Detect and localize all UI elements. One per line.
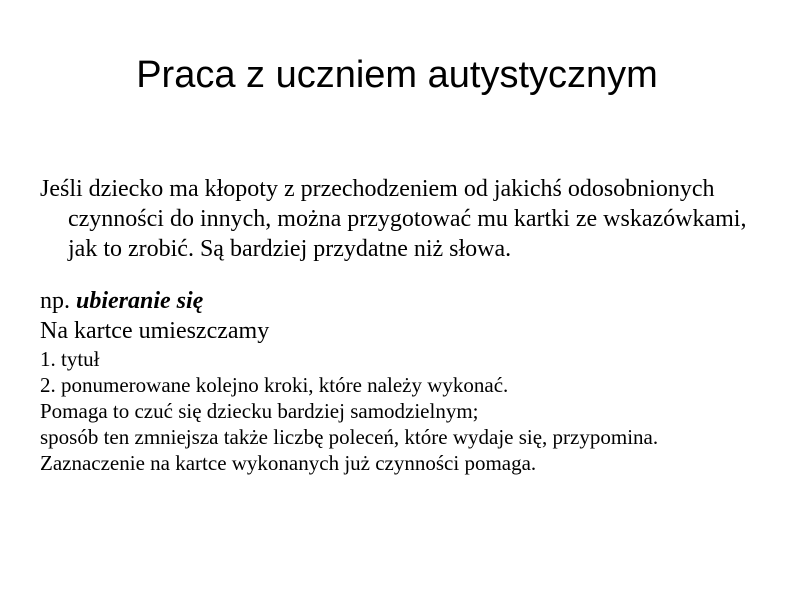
example-emphasis: ubieranie się	[76, 288, 204, 314]
example-line	[40, 286, 760, 316]
closing-line-commands: sposób ten zmniejsza także liczbę poleceń, które wydaje się, przypomina.	[40, 425, 659, 449]
slide-title: Praca z uczniem autystycznym	[136, 54, 658, 96]
intro-paragraph: Jeśli dziecko ma kłopoty z przechodzeniem od jakichś odosobnionych czynności do innych, można przygotować mu kartki ze wskazówkami, jak to zrobić. Są bardziej przydatne niż słowa.	[40, 176, 747, 262]
paragraph-spacer	[40, 264, 760, 286]
example-prefix: np.	[40, 288, 76, 314]
slide-body	[40, 174, 760, 476]
closing-line-independence: Pomaga to czuć się dziecku bardziej samodzielnym;	[40, 399, 479, 423]
card-intro-line: Na kartce umieszczamy	[40, 318, 270, 344]
closing-line-marking: Zaznaczenie na kartce wykonanych już czynności pomaga.	[40, 451, 537, 475]
list-item-steps: 2. ponumerowane kolejno kroki, które należy wykonać.	[40, 373, 509, 397]
list-item-title: 1. tytuł	[40, 347, 100, 371]
